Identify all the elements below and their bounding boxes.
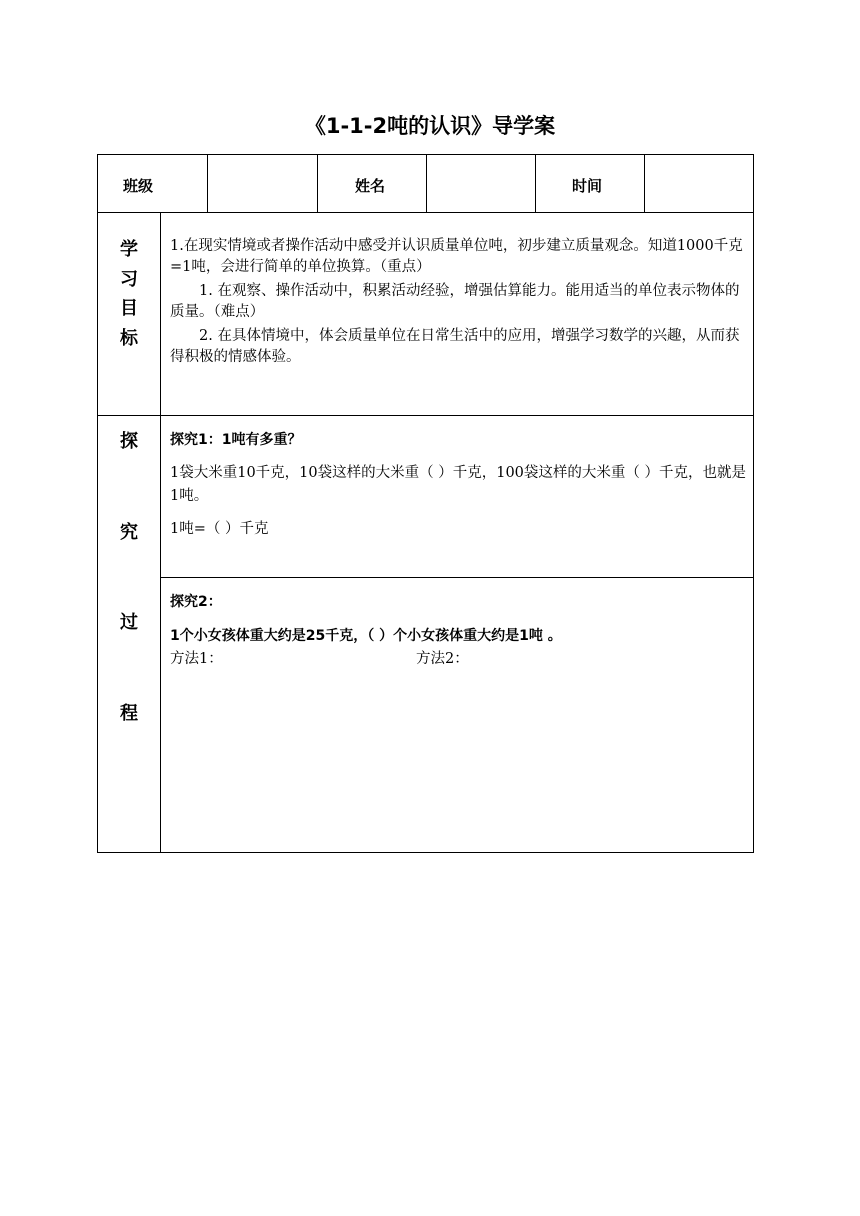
- explore1-heading: 探究1：1吨有多重？: [170, 432, 302, 448]
- worksheet-table: [97, 154, 754, 853]
- name-label: 姓名: [355, 177, 386, 195]
- explore2-text: 1个小女孩体重大约是25千克，（ ）个小女孩体重大约是1吨 。: [170, 628, 562, 644]
- method1-label: 方法1：: [170, 651, 223, 667]
- explore2-heading: 探究2：: [170, 594, 222, 610]
- method2-label: 方法2：: [416, 651, 469, 667]
- name-input-cell[interactable]: [427, 156, 534, 211]
- explore1-text: 1袋大米重10千克，10袋这样的大米重（ ）千克，100袋这样的大米重（ ）千克，也就是1吨。: [170, 465, 747, 504]
- time-label: 时间: [572, 177, 603, 195]
- col-divider: [160, 212, 161, 853]
- side-char: 程: [120, 703, 138, 724]
- goal-item-3: 2. 在具体情境中，体会质量单位在日常生活中的应用，增强学习数学的兴趣，从而获得积极的情感体验。: [170, 328, 740, 365]
- side-char: 习: [120, 268, 138, 290]
- side-char: 学: [120, 239, 138, 260]
- goal-item-2: 1. 在观察、操作活动中，积累活动经验，增强估算能力。能用适当的单位表示物体的质量。（难点）: [170, 283, 740, 320]
- row-divider: [98, 415, 753, 416]
- side-char: 标: [120, 327, 138, 349]
- class-label: 班级: [123, 177, 154, 195]
- goals-content: [170, 236, 748, 368]
- time-input-cell[interactable]: [645, 156, 752, 211]
- goals-side-label: [98, 235, 160, 353]
- row-divider: [160, 577, 753, 578]
- side-char: 目: [120, 298, 138, 319]
- row-divider: [98, 212, 753, 213]
- side-char: 过: [120, 612, 138, 633]
- goal-item-1: 1.在现实情境或者操作活动中感受并认识质量单位吨，初步建立质量观念。知道1000千克=1吨，会进行简单的单位换算。（重点）: [170, 238, 743, 275]
- col-divider: [317, 155, 318, 212]
- class-input-cell[interactable]: [208, 156, 316, 211]
- side-char: 究: [120, 522, 138, 543]
- page-title: 《1-1-2吨的认识》导学案: [304, 114, 556, 138]
- side-char: 探: [120, 431, 138, 452]
- explore1-equation: 1吨=（ ）千克: [170, 521, 269, 537]
- col-divider: [535, 155, 536, 212]
